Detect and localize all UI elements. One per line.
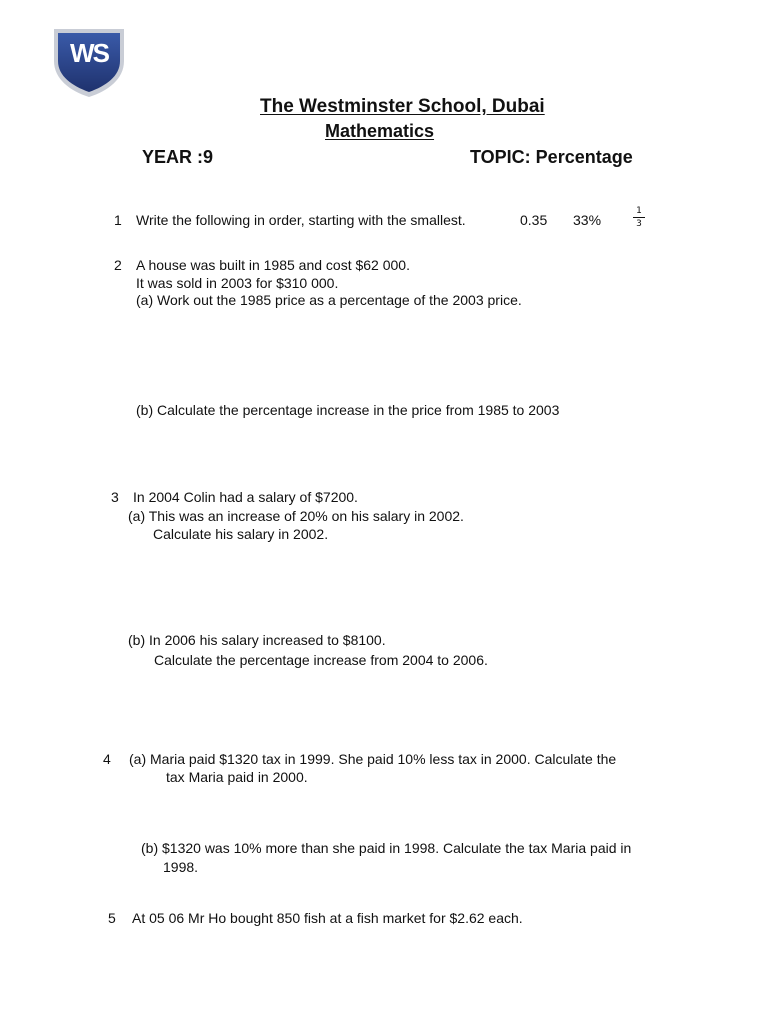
- q2-line1: A house was built in 1985 and cost $62 000.: [136, 257, 410, 273]
- q2-part-a: (a) Work out the 1985 price as a percentage of the 2003 price.: [136, 292, 522, 308]
- q4-part-b-line2: 1998.: [163, 859, 199, 875]
- q4-part-a-line1: (a) Maria paid $1320 tax in 1999. She paid 10% less tax in 2000. Calculate the: [129, 751, 617, 767]
- q1-value-percent: 33%: [573, 212, 602, 228]
- q1-fraction-numerator: 1: [636, 206, 642, 216]
- fraction-bar: [633, 217, 645, 218]
- q2-part-b: (b) Calculate the percentage increase in the price from 1985 to 2003: [136, 402, 560, 418]
- q3-part-a-line2: Calculate his salary in 2002.: [153, 526, 329, 542]
- q3-line1: In 2004 Colin had a salary of $7200.: [133, 489, 358, 505]
- school-title: The Westminster School, Dubai: [260, 96, 545, 117]
- q3-part-b-line1: (b) In 2006 his salary increased to $8100.: [128, 632, 386, 648]
- q1-number: 1: [114, 212, 122, 228]
- topic-label: TOPIC: Percentage: [470, 147, 633, 167]
- q1-value-decimal: 0.35: [520, 212, 548, 228]
- q4-number: 4: [103, 751, 111, 767]
- year-label: YEAR :9: [142, 147, 214, 167]
- q3-part-b-line2: Calculate the percentage increase from 2004 to 2006.: [154, 652, 488, 668]
- school-logo: [52, 27, 126, 99]
- q1-fraction-denominator: 3: [636, 219, 642, 229]
- q3-part-a-line1: (a) This was an increase of 20% on his salary in 2002.: [128, 508, 464, 524]
- q3-number: 3: [111, 489, 119, 505]
- q1-text: Write the following in order, starting with the smallest.: [136, 212, 466, 228]
- subject-title: Mathematics: [325, 121, 435, 141]
- q5-text: At 05 06 Mr Ho bought 850 fish at a fish market for $2.62 each.: [132, 910, 523, 926]
- q4-part-b-line1: (b) $1320 was 10% more than she paid in 1998. Calculate the tax Maria paid in: [141, 840, 632, 856]
- q4-part-a-line2: tax Maria paid in 2000.: [166, 769, 308, 785]
- q5-number: 5: [108, 910, 116, 926]
- logo-text: WS: [70, 38, 108, 68]
- q1-fraction: [631, 206, 647, 229]
- q2-line2: It was sold in 2003 for $310 000.: [136, 275, 339, 291]
- q2-number: 2: [114, 257, 122, 273]
